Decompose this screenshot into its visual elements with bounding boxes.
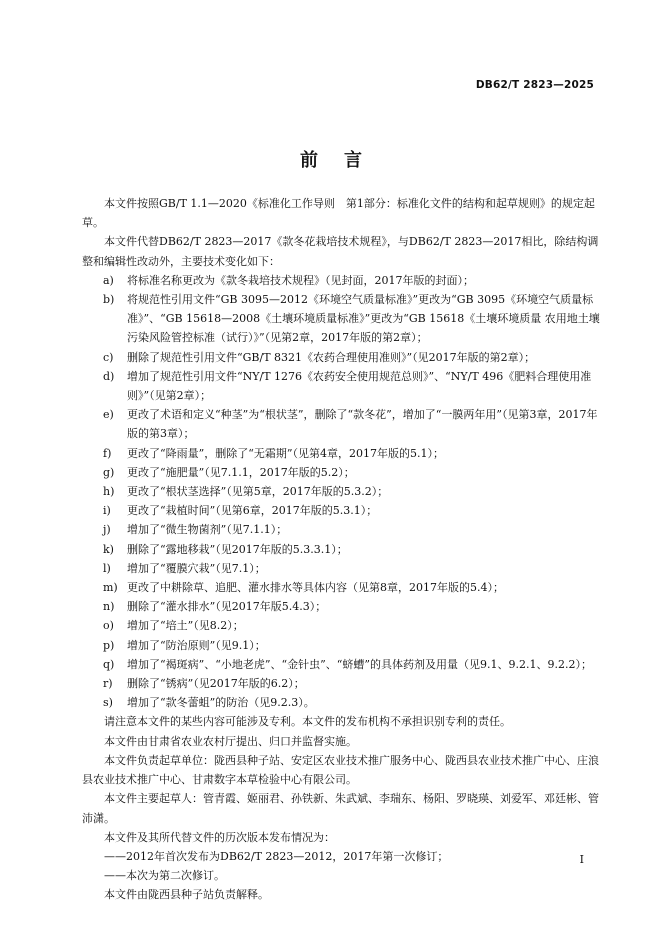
list-item	[82, 444, 600, 463]
technical-changes-list	[82, 271, 600, 713]
intro-paragraph: 本文件按照GB/T 1.1—2020《标准化工作导则 第1部分：标准化文件的结构和起草规则》的规定起草。	[82, 197, 595, 230]
list-item	[82, 559, 600, 578]
list-item-label: e)	[103, 408, 114, 422]
list-item-text: 增加了“防治原则”（见9.1）；	[127, 638, 266, 652]
list-item-text: 将规范性引用文件“GB 3095—2012《环境空气质量标准》”更改为“GB 3095《环境空气质量标准》”、“GB 15618—2008《土壤环境质量标准》”更改为“GB 15618《土壤环境质量 农用地土壤污染风险管控标准（试行）》”（见第2章，2017年版的第2章）；	[127, 293, 600, 345]
list-item	[82, 405, 600, 443]
patent-notice: 请注意本文件的某些内容可能涉及专利。本文件的发布机构不承担识别专利的责任。	[104, 715, 511, 729]
list-item-text: 更改了“栽植时间”（见第6章，2017年版的5.3.1）；	[127, 504, 378, 518]
list-item-label: q)	[103, 657, 115, 671]
page-number: I	[579, 853, 584, 866]
list-item-label: j)	[103, 523, 111, 537]
list-item-text: 更改了“根状茎选择”（见第5章，2017年版的5.3.2）；	[127, 485, 389, 499]
list-item-label: l)	[103, 561, 111, 575]
list-item	[82, 501, 600, 520]
list-item	[82, 674, 600, 693]
list-item-text: 删除了“锈病”（见2017年版的6.2）；	[127, 677, 305, 691]
list-item-label: b)	[103, 293, 115, 307]
list-item-text: 删除了“露地移栽”（见2017年版的5.3.3.1）；	[127, 542, 348, 556]
list-item-label: a)	[103, 273, 114, 287]
list-item	[82, 636, 600, 655]
list-item-label: s)	[103, 696, 113, 710]
list-item-text: 更改了中耕除草、追肥、灌水排水等具体内容（见第8章，2017年版的5.4）；	[127, 581, 504, 595]
list-item	[82, 348, 600, 367]
drafting-units: 本文件负责起草单位：陇西县种子站、安定区农业技术推广服务中心、陇西县农业技术推广中心、庄浪县农业技术推广中心、甘肃数字本草检验中心有限公司。	[82, 753, 599, 787]
interpretation-statement: 本文件由陇西县种子站负责解释。	[104, 888, 269, 902]
list-item	[82, 597, 600, 616]
proposer-statement: 本文件由甘肃省农业农村厅提出、归口并监督实施。	[104, 734, 357, 748]
list-item	[82, 616, 600, 635]
list-item-label: n)	[103, 600, 115, 614]
list-item	[82, 271, 600, 290]
list-item	[82, 463, 600, 482]
page-title: 前言	[300, 150, 388, 171]
list-item	[82, 693, 600, 712]
list-item	[82, 290, 600, 348]
list-item-label: p)	[103, 638, 115, 652]
list-item-text: 增加了“微生物菌剂”（见7.1.1）；	[127, 523, 288, 537]
list-item-label: o)	[103, 619, 114, 633]
list-item	[82, 578, 600, 597]
intro-paragraph: 本文件代替DB62/T 2823—2017《款冬花栽培技术规程》，与DB62/T 2823—2017相比，除结构调整和编辑性改动外，主要技术变化如下：	[82, 235, 599, 268]
list-item-label: g)	[103, 465, 115, 479]
list-item	[82, 520, 600, 539]
release-history-item: ——本次为第二次修订。	[104, 869, 225, 883]
list-item-label: m)	[103, 581, 118, 595]
list-item-text: 更改了“降雨量”，删除了“无霜期”（见第4章，2017年版的5.1）；	[127, 446, 444, 460]
release-history-heading: 本文件及其所代替文件的历次版本发布情况为：	[104, 830, 335, 844]
list-item-text: 删除了规范性引用文件“GB/T 8321《农药合理使用准则》”（见2017年版的第2章）；	[127, 350, 536, 364]
list-item-text: 将标准名称更改为《款冬栽培技术规程》（见封面，2017年版的封面）；	[127, 273, 474, 287]
list-item-text: 增加了“款冬蕾蛆”的防治（见9.2.3）。	[127, 696, 315, 710]
list-item	[82, 540, 600, 559]
release-history-item: ——2012年首次发布为DB62/T 2823—2012，2017年第一次修订；	[104, 849, 449, 863]
list-item-text: 增加了“培土”（见8.2）；	[127, 619, 244, 633]
list-item-label: h)	[103, 485, 115, 499]
list-item-label: f)	[103, 446, 112, 460]
list-item	[82, 482, 600, 501]
main-drafters: 本文件主要起草人：管青霞、姬丽君、孙铁新、朱武斌、李瑞东、杨阳、罗晓瑛、刘爱军、邓廷彬、管沛潇。	[82, 792, 599, 825]
list-item-text: 增加了“覆膜穴栽”（见7.1）；	[127, 561, 266, 575]
list-item-label: c)	[103, 350, 114, 364]
list-item-text: 更改了术语和定义“种茎”为“根状茎”，删除了“款冬花”，增加了“一膜两年用”（见第3章，2017年版的第3章）；	[127, 408, 598, 441]
standard-code: DB62/T 2823—2025	[475, 79, 594, 91]
list-item-label: d)	[103, 369, 115, 383]
list-item	[82, 367, 600, 405]
list-item-label: i)	[103, 504, 111, 518]
list-item-text: 删除了“灌水排水”（见2017年版5.4.3）；	[127, 600, 327, 614]
foreword-body	[82, 194, 600, 905]
list-item-text: 更改了“施肥量”（见7.1.1，2017年版的5.2）；	[127, 465, 355, 479]
list-item-label: k)	[103, 542, 114, 556]
list-item-text: 增加了“褐斑病”、“小地老虎”、“金针虫”、“蛴螬”的具体药剂及用量（见9.1、9.2.1、9.2.2）；	[127, 657, 592, 671]
list-item-label: r)	[103, 677, 113, 691]
list-item-text: 增加了规范性引用文件“NY/T 1276《农药安全使用规范总则》”、“NY/T 496《肥料合理使用准则》”（见第2章）；	[127, 369, 592, 403]
list-item	[82, 655, 600, 674]
